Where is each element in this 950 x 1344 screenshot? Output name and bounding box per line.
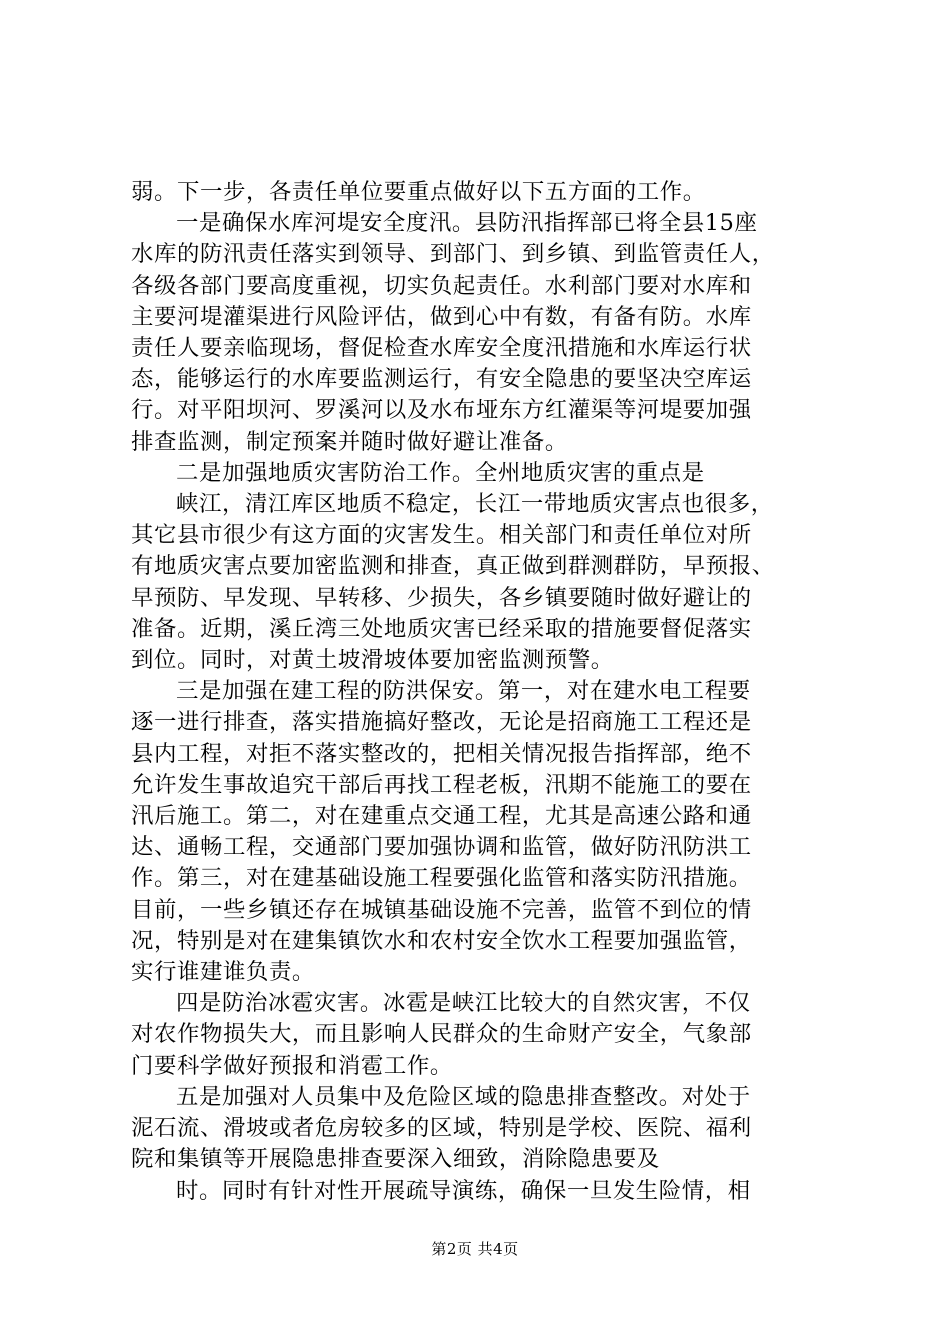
text-line: 水库的防汛责任落实到领导、到部门、到乡镇、到监管责任人，: [131, 241, 775, 268]
text-line: 五是加强对人员集中及危险区域的隐患排查整改。对处于: [176, 1083, 751, 1110]
text-line: 实行谁建谁负责。: [131, 959, 315, 986]
text-line: 态，能够运行的水库要监测运行，有安全隐患的要坚决空库运: [131, 366, 752, 393]
text-line: 汛后施工。第二，对在建重点交通工程，尤其是高速公路和通: [131, 803, 752, 830]
text-line: 三是加强在建工程的防洪保安。第一，对在建水电工程要: [176, 678, 751, 705]
text-line: 弱。下一步，各责任单位要重点做好以下五方面的工作。: [131, 179, 706, 205]
text-line: 达、通畅工程，交通部门要加强协调和监管，做好防汛防洪工: [131, 834, 752, 861]
text-line: 院和集镇等开展隐患排查要深入细致，消除隐患要及: [131, 1146, 660, 1173]
text-line: 排查监测，制定预案并随时做好避让准备。: [131, 428, 568, 455]
text-line: 作。第三，对在建基础设施工程要强化监管和落实防汛措施。: [131, 865, 752, 892]
text-line: 允许发生事故追究干部后再找工程老板，汛期不能施工的要在: [131, 771, 752, 798]
text-line: 四是防治冰雹灾害。冰雹是峡江比较大的自然灾害，不仅: [176, 990, 751, 1017]
text-line: 目前，一些乡镇还存在城镇基础设施不完善，监管不到位的情: [131, 896, 752, 923]
text-line: 各级各部门要高度重视，切实负起责任。水利部门要对水库和: [131, 272, 752, 299]
body-text: [131, 177, 831, 1207]
text-line: 时。同时有针对性开展疏导演练，确保一旦发生险情，相: [176, 1177, 751, 1204]
text-line: 峡江，清江库区地质不稳定，长江一带地质灾害点也很多，: [176, 491, 774, 518]
text-line: 到位。同时，对黄土坡滑坡体要加密监测预警。: [131, 647, 614, 674]
text-line: 早预防、早发现、早转移、少损失，各乡镇要随时做好避让的: [131, 584, 752, 611]
text-line: 一是确保水库河堤安全度汛。县防汛指挥部已将全县15座: [176, 210, 758, 237]
text-line: 况，特别是对在建集镇饮水和农村安全饮水工程要加强监管，: [131, 927, 752, 954]
text-line: 二是加强地质灾害防治工作。全州地质灾害的重点是: [176, 459, 705, 486]
text-line: 县内工程，对拒不落实整改的，把相关情况报告指挥部，绝不: [131, 740, 752, 767]
text-line: 有地质灾害点要加密监测和排查，真正做到群测群防，早预报、: [131, 553, 775, 580]
text-line: 主要河堤灌渠进行风险评估，做到心中有数，有备有防。水库: [131, 303, 752, 330]
text-line: 其它县市很少有这方面的灾害发生。相关部门和责任单位对所: [131, 522, 752, 549]
text-line: 责任人要亲临现场，督促检查水库安全度汛措施和水库运行状: [131, 335, 752, 362]
text-line: 准备。近期，溪丘湾三处地质灾害已经采取的措施要督促落实: [131, 615, 752, 642]
text-line: 泥石流、滑坡或者危房较多的区域，特别是学校、医院、福利: [131, 1115, 752, 1142]
text-line: 逐一进行排查，落实措施搞好整改，无论是招商施工工程还是: [131, 709, 752, 736]
text-line: 门要科学做好预报和消雹工作。: [131, 1052, 453, 1079]
page-footer: 第2页 共4页: [431, 1240, 519, 1258]
text-line: 对农作物损失大，而且影响人民群众的生命财产安全，气象部: [131, 1021, 752, 1048]
text-line: 行。对平阳坝河、罗溪河以及水布垭东方红灌渠等河堤要加强: [131, 397, 752, 424]
